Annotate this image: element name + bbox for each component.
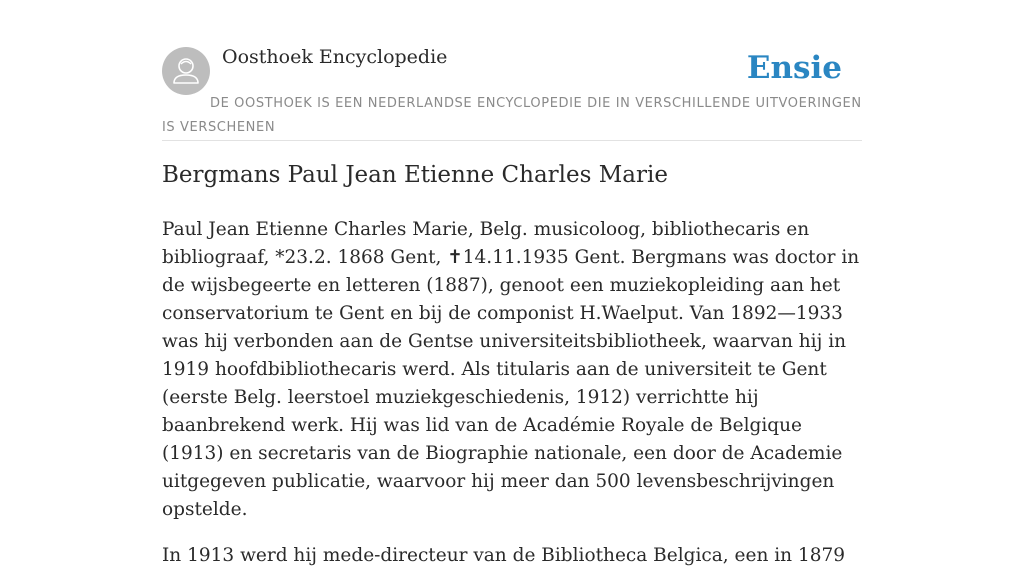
brand-logo[interactable]: Ensie <box>746 50 842 86</box>
article-body <box>162 216 862 588</box>
site-title[interactable]: Oosthoek Encyclopedie <box>222 46 448 68</box>
site-tagline: DE OOSTHOEK IS EEN NEDERLANDSE ENCYCLOPEDIE DIE IN VERSCHILLENDE UITVOERINGEN IS VERSCHENEN <box>162 96 862 135</box>
site-header <box>162 0 862 141</box>
person-outline-icon <box>162 47 210 95</box>
article-paragraph: Paul Jean Etienne Charles Marie, Belg. musicoloog, bibliothecaris en bibliograaf, *23.2. 1868 Gent, ✝14.11.1935 Gent. Bergmans was doctor in de wijsbegeerte en letteren (1887), genoot een muziekopleiding aan het conservatorium te Gent en bij de componist H.Waelput. Van 1892—1933 was hij verbonden aan de Gentse universiteitsbibliotheek, waarvan hij in 1919 hoofdbibliothecaris werd. Als titularis aan de universiteit te Gent (eerste Belg. leerstoel muziekgeschiedenis, 1912) verrichtte hij baanbrekend werk. Hij was lid van de Académie Royale de Belgique (1913) en secretaris van de Biographie nationale, een door de Academie uitgegeven publicatie, waarvoor hij meer dan 500 levensbeschrijvingen opstelde. <box>162 219 860 520</box>
user-avatar-icon[interactable] <box>162 47 210 95</box>
page-container <box>162 0 862 566</box>
article-paragraph: In 1913 werd hij mede-directeur van de Bibliotheca Belgica, een in 1879 <box>162 545 846 566</box>
article-title: Bergmans Paul Jean Etienne Charles Marie <box>162 162 668 188</box>
